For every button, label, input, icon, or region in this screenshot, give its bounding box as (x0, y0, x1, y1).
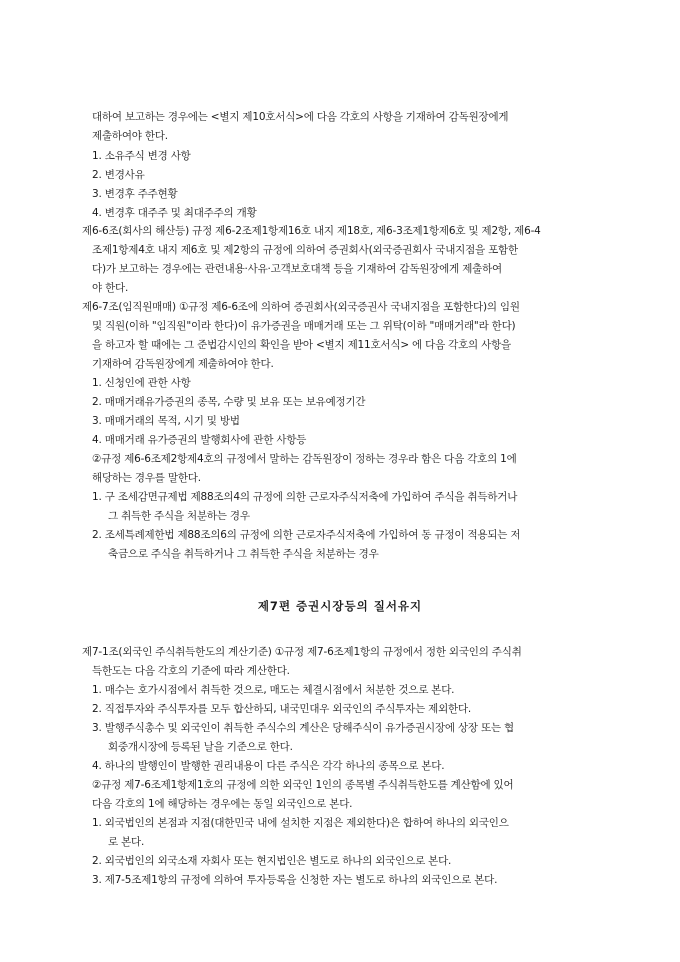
text-line: ②규정 제6-6조제2항제4호의 규정에서 말하는 감독원장이 정하는 경우라 함은 다음 각호의 1에 (92, 453, 517, 465)
list-item: 4. 매매거래 유가증권의 발행회사에 관한 사항등 (92, 434, 307, 446)
list-item: 2. 외국법인의 외국소재 자회사 또는 현지법인은 별도로 하나의 외국인으로 본다. (92, 855, 452, 867)
list-item: 3. 제7-5조제1항의 규정에 의하여 투자등록을 신청한 자는 별도로 하나의 외국인으로 본다. (92, 874, 498, 886)
text-line: 대하여 보고하는 경우에는 <별지 제10호서식>에 다음 각호의 사항을 기재하여 감독원장에게 (92, 111, 509, 123)
chapter-title: 제7편 증권시장등의 질서유지 (257, 599, 423, 613)
list-item: 1. 소유주식 변경 사항 (92, 150, 191, 162)
list-item: 2. 직접투자와 주식투자를 모두 합산하되, 내국민대우 외국인의 주식투자는 제외한다. (92, 703, 472, 715)
list-item: 1. 신청인에 관한 사항 (92, 377, 191, 389)
text-line: 다음 각호의 1에 해당하는 경우에는 동일 외국인으로 본다. (92, 798, 353, 810)
text-line: 을 하고자 할 때에는 그 준법감시인의 확인을 받아 <별지 제11호서식> 에 다음 각호의 사항을 (92, 339, 511, 351)
text-line: 및 직원(이하 "임직원"이라 한다)이 유가증권을 매매거래 또는 그 위탁(이하 "매매거래"라 한다) (92, 320, 516, 332)
text-line: 득한도는 다음 각호의 기준에 따라 계산한다. (92, 665, 290, 677)
list-item: 1. 외국법인의 본점과 지점(대한민국 내에 설치한 지점은 제외한다)은 합하여 하나의 외국인으 (92, 817, 509, 829)
list-item: 4. 변경후 대주주 및 최대주주의 개황 (92, 207, 257, 219)
list-item-continuation: 축금으로 주식을 취득하거나 그 취득한 주식을 처분하는 경우 (108, 548, 379, 560)
text-line: 다)가 보고하는 경우에는 관련내용·사유·고객보호대책 등을 기재하여 감독원장에게 제출하여 (92, 263, 502, 275)
list-item: 4. 하나의 발행인이 발행한 권리내용이 다른 주식은 각각 하나의 종목으로 본다. (92, 760, 445, 772)
list-item-continuation: 로 본다. (108, 836, 145, 848)
list-item: 3. 매매거래의 목적, 시기 및 방법 (92, 415, 240, 427)
list-item: 3. 변경후 주주현황 (92, 188, 178, 200)
text-line: ②규정 제7-6조제1항제1호의 규정에 의한 외국인 1인의 종목별 주식취득한도를 계산함에 있어 (92, 779, 514, 791)
list-item-continuation: 그 취득한 주식을 처분하는 경우 (108, 510, 250, 522)
list-item: 1. 매수는 호가시점에서 취득한 것으로, 매도는 체결시점에서 처분한 것으로 본다. (92, 684, 455, 696)
text-line: 해당하는 경우를 말한다. (92, 472, 201, 484)
text-line: 기재하여 감독원장에게 제출하여야 한다. (92, 358, 274, 370)
text-line: 조제1항제4호 내지 제6호 및 제2항의 규정에 의하여 증권회사(외국증권회사 국내지점을 포함한 (92, 244, 518, 256)
article-6-6-heading-line: 제6-6조(회사의 해산등) 규정 제6-2조제1항제16호 내지 제18호, 제6-3조제1항제6호 및 제2항, 제6-4 (82, 225, 541, 237)
list-item: 1. 구 조세감면규제법 제88조의4의 규정에 의한 근로자주식저축에 가입하여 주식을 취득하거나 (92, 491, 518, 503)
list-item: 2. 매매거래유가증권의 종목, 수량 및 보유 또는 보유예정기간 (92, 396, 366, 408)
article-6-7-heading-line: 제6-7조(임직원매매) ①규정 제6-6조에 의하여 증권회사(외국증권사 국내지점을 포함한다)의 임원 (82, 301, 520, 313)
article-7-1-heading-line: 제7-1조(외국인 주식취득한도의 계산기준) ①규정 제7-6조제1항의 규정에서 정한 외국인의 주식취 (82, 646, 522, 658)
text-line: 제출하여야 한다. (92, 130, 168, 142)
list-item: 3. 발행주식총수 및 외국인이 취득한 주식수의 계산은 당해주식이 유가증권시장에 상장 또는 협 (92, 722, 514, 734)
list-item: 2. 변경사유 (92, 169, 145, 181)
list-item: 2. 조세특례제한법 제88조의6의 규정에 의한 근로자주식저축에 가입하여 동 규정이 적용되는 저 (92, 529, 521, 541)
list-item-continuation: 회중개시장에 등록된 날을 기준으로 한다. (108, 741, 293, 753)
text-line: 야 한다. (92, 282, 129, 294)
